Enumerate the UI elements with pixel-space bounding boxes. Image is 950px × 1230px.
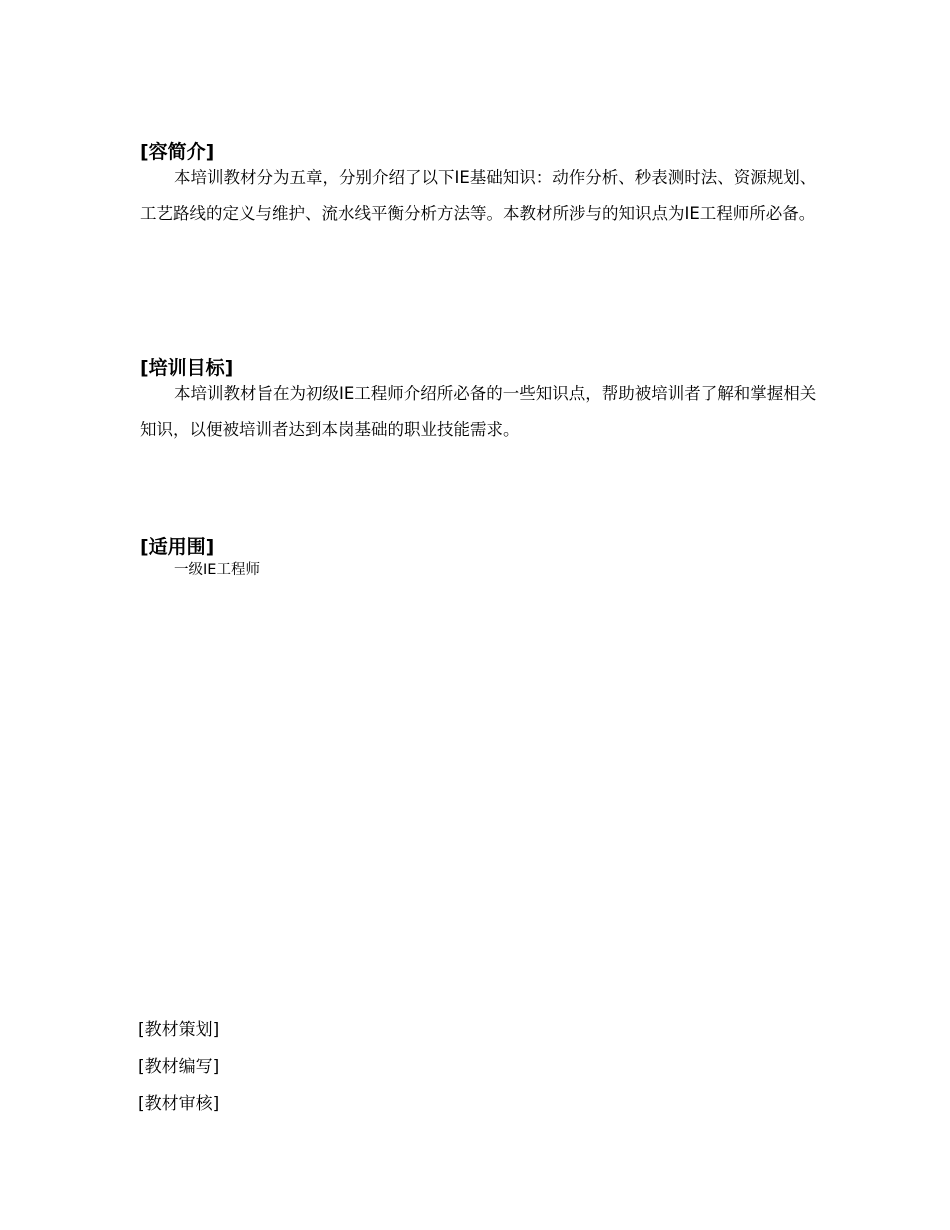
section-body-scope: 一级IE工程师	[174, 562, 260, 578]
credit-planning: [教材策划]	[138, 1020, 220, 1040]
section-intro	[140, 140, 820, 232]
section-heading-intro: [容简介]	[140, 141, 215, 163]
section-heading-scope: [适用围]	[140, 536, 215, 558]
section-heading-goal: [培训目标]	[140, 357, 234, 379]
credit-writing: [教材编写]	[138, 1057, 220, 1077]
section-body-goal: 本培训教材旨在为初级IE工程师介绍所必备的一些知识点，帮助被培训者了解和掌握相关知识，以便被培训者达到本岗基础的职业技能需求。	[140, 384, 817, 439]
section-scope	[140, 535, 820, 581]
section-goal	[140, 356, 820, 448]
section-body-intro: 本培训教材分为五章，分别介绍了以下IE基础知识：动作分析、秒表测时法、资源规划、工艺路线的定义与维护、流水线平衡分析方法等。本教材所涉与的知识点为IE工程师所必备。	[140, 168, 817, 223]
credit-review: [教材审核]	[138, 1094, 220, 1114]
